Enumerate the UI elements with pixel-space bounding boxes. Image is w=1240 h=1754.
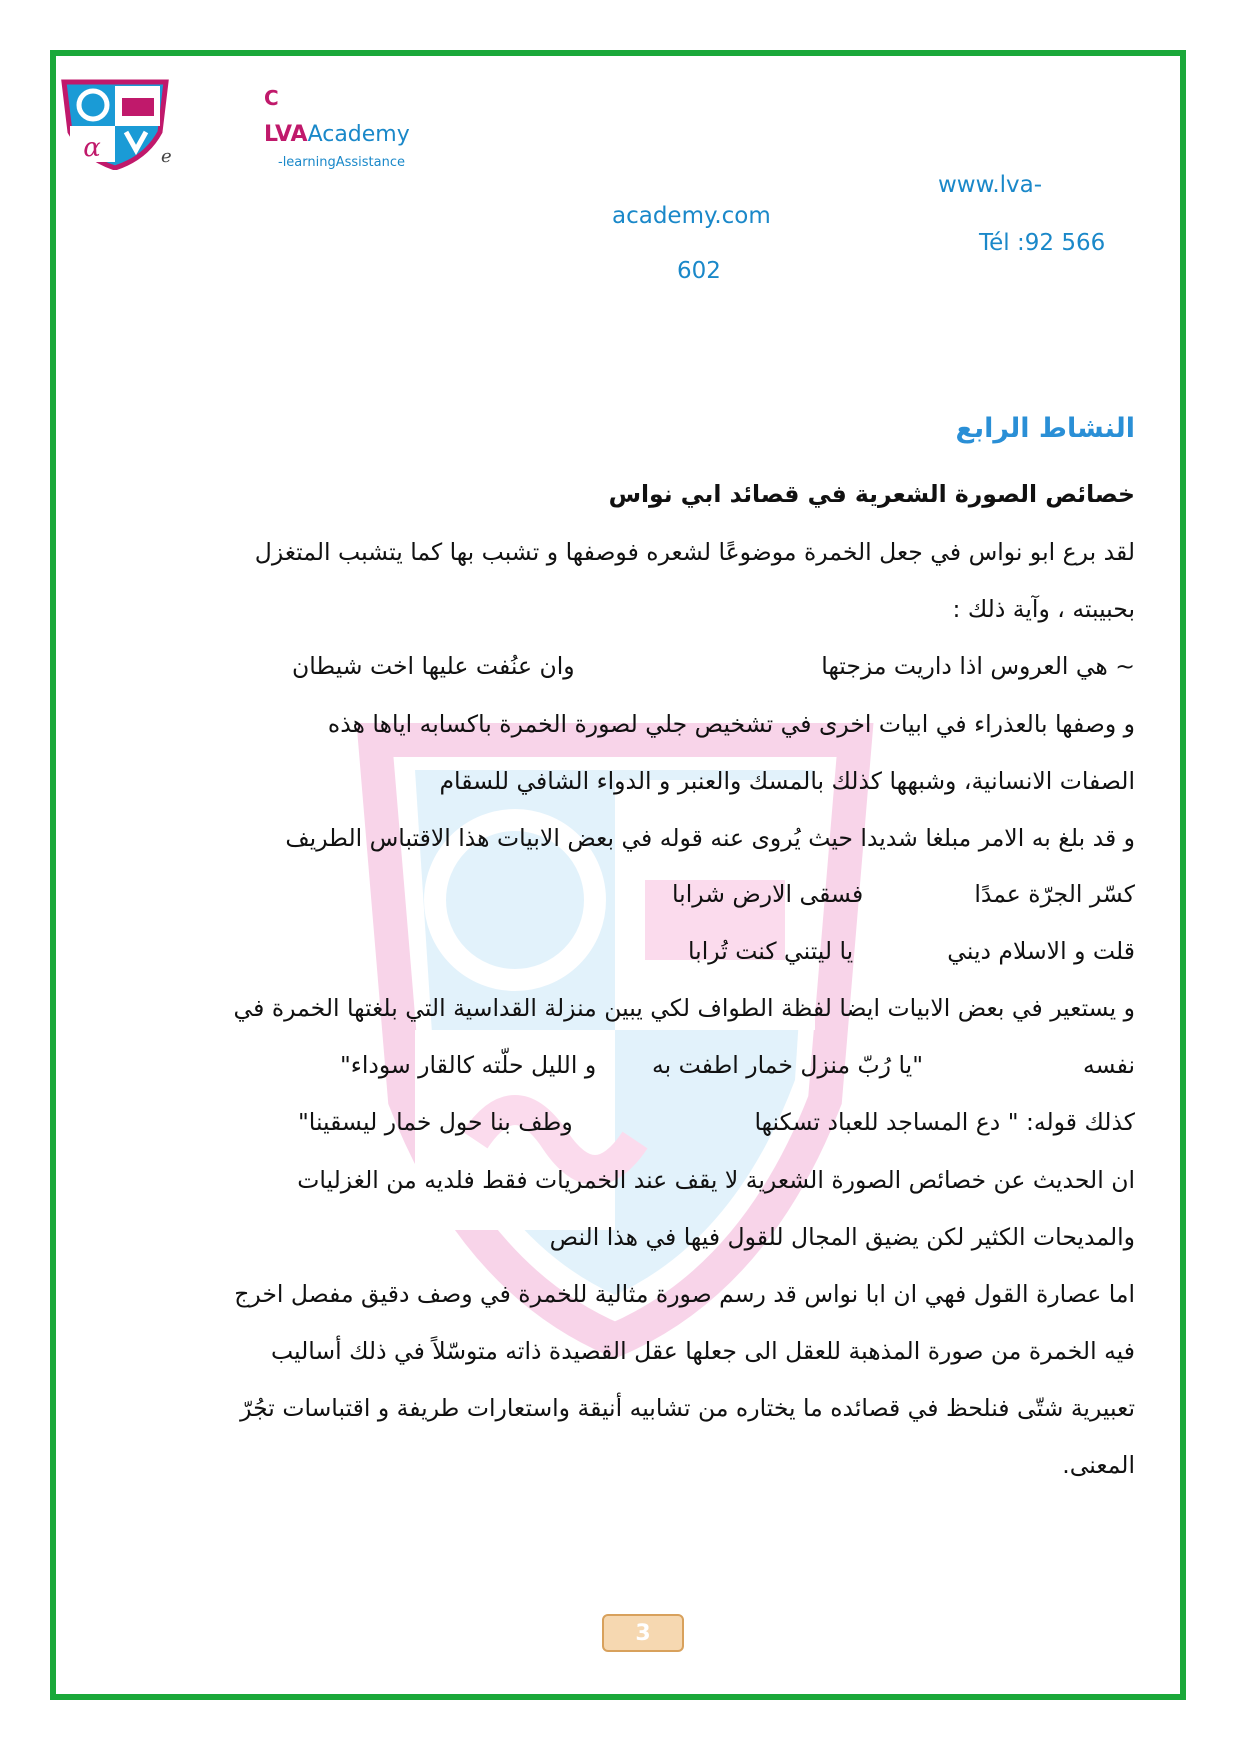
paragraph-line: الصفات الانسانية، وشبهها كذلك بالمسك والعنبر و الدواء الشافي للسقام xyxy=(439,767,1135,795)
brand-academy: Academy xyxy=(307,122,410,147)
verse-line xyxy=(150,1051,1135,1085)
logo-letter-e: e xyxy=(161,146,172,167)
verse-first-hemistich: قلت و الاسلام ديني xyxy=(947,937,1135,965)
brand-tagline: -learningAssistance xyxy=(278,155,405,170)
brand-lva-text: LVA xyxy=(264,122,308,147)
watermark-shield-logo xyxy=(355,720,875,1360)
verse-line xyxy=(150,880,1135,914)
verse-line xyxy=(150,1108,1135,1142)
page-number-badge xyxy=(602,1614,684,1652)
paragraph-line: والمديحات الكثير لكن يضيق المجال للقول فيها في هذا النص xyxy=(549,1223,1135,1251)
verse-first-hemistich: "يا رُبّ منزل خمار اطفت به xyxy=(652,1051,924,1079)
paragraph-line: تعبيرية شتّى فنلحظ في قصائده ما يختاره من تشابيه أنيقة واستعارات طريفة و اقتباسات تجُرّ xyxy=(240,1394,1135,1422)
verse-intro: نفسه xyxy=(1083,1051,1135,1079)
paragraph-line: اما عصارة القول فهي ان ابا نواس قد رسم صورة مثالية للخمرة في وصف دقيق مفصل اخرج xyxy=(234,1280,1135,1308)
page-number: 3 xyxy=(635,1620,651,1646)
academy-shield-logo xyxy=(60,78,170,170)
verse-first-hemistich: ~ هي العروس اذا داريت مزجتها xyxy=(821,652,1135,680)
verse-line xyxy=(150,652,1135,686)
paragraph-line: و قد بلغ به الامر مبلغا شديدا حيث يُروى عنه قوله في بعض الابيات هذا الاقتباس الطريف xyxy=(285,824,1135,852)
paragraph-line: و وصفها بالعذراء في ابيات اخرى في تشخيص جلي لصورة الخمرة باكسابه اياها هذه xyxy=(327,710,1135,738)
brand-lva xyxy=(264,122,308,147)
verse-second-hemistich: فسقى الارض شرابا xyxy=(672,880,864,908)
verse-second-hemistich: و الليل حلّته كالقار سوداء" xyxy=(340,1051,597,1079)
paragraph-line: بحبيبته ، وآية ذلك : xyxy=(952,595,1135,623)
website-part2: academy.com xyxy=(612,203,771,229)
verse-first-hemistich: كذلك قوله: " دع المساجد للعباد تسكنها xyxy=(754,1108,1135,1136)
svg-text:α: α xyxy=(83,133,101,163)
verse-first-hemistich: كسّر الجرّة عمدًا xyxy=(974,880,1135,908)
section-title: النشاط الرابع xyxy=(955,413,1135,444)
paragraph-line: و يستعير في بعض الابيات ايضا لفظة الطواف لكي يبين منزلة القداسية التي بلغتها الخمرة في xyxy=(233,994,1135,1022)
paragraph-line: ان الحديث عن خصائص الصورة الشعرية لا يقف عند الخمريات فقط فلديه من الغزليات xyxy=(297,1166,1135,1194)
verse-second-hemistich: وطف بنا حول خمار ليسقينا" xyxy=(298,1108,573,1136)
website-part1: www.lva- xyxy=(938,172,1043,198)
paragraph-line: لقد برع ابو نواس في جعل الخمرة موضوعًا لشعره فوصفها و تشبب بها كما يتشبب المتغزل xyxy=(254,538,1135,566)
section-subtitle: خصائص الصورة الشعرية في قصائد ابي نواس xyxy=(608,480,1135,508)
telephone: Tél :92 566 xyxy=(979,230,1106,256)
paragraph-line: المعنى. xyxy=(1062,1451,1135,1479)
brand-name xyxy=(264,122,410,147)
paragraph-line: فيه الخمرة من صورة المذهبة للعقل الى جعلها عقل القصيدة ذاته متوسّلاً في ذلك أساليب xyxy=(270,1337,1135,1365)
telephone-continued: 602 xyxy=(677,258,721,284)
verse-second-hemistich: وان عنُفت عليها اخت شيطان xyxy=(292,652,575,680)
verse-line xyxy=(150,937,1135,971)
verse-second-hemistich: يا ليتني كنت تُرابا xyxy=(688,937,854,965)
brand-letter-c: C xyxy=(264,86,279,110)
